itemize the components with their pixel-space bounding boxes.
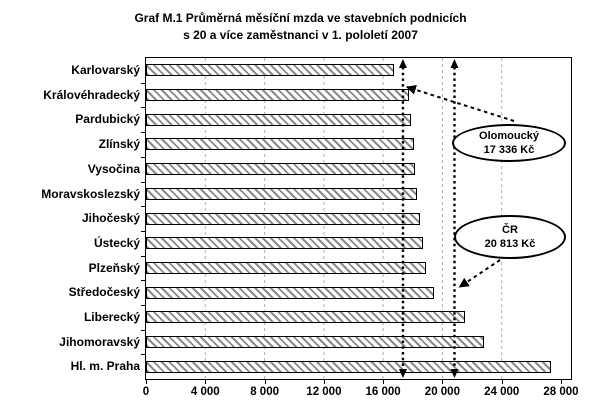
- chart-title: [0, 10, 601, 44]
- bar-Pardubický: [146, 114, 411, 126]
- category-label: Moravskoslezský: [41, 186, 140, 201]
- category-label: Jihomoravský: [59, 334, 140, 349]
- chart-title-line1: Graf M.1 Průměrná měsíční mzda ve stavebních podnicích: [134, 11, 467, 25]
- callout-ellipse-cr: [454, 215, 566, 259]
- x-tick: [146, 380, 147, 384]
- y-tick: [141, 280, 146, 281]
- callout-cr-value: 20 813 Kč: [484, 238, 536, 250]
- bar-Zlínský: [146, 138, 414, 150]
- category-label: Jihočeský: [81, 211, 140, 226]
- x-tick: [442, 380, 443, 384]
- y-tick: [141, 157, 146, 158]
- x-tick-label: 4 000: [190, 386, 220, 398]
- category-label: Karlovarský: [71, 63, 140, 77]
- bar-Liberecký: [146, 311, 465, 323]
- category-label: Pardubický: [75, 112, 140, 127]
- bar-Vysočina: [146, 163, 415, 175]
- y-tick: [141, 354, 146, 355]
- category-label: Středočeský: [68, 285, 140, 300]
- x-tick-label: 28 000: [543, 386, 579, 398]
- category-label: Ústecký: [93, 235, 140, 250]
- y-tick: [141, 206, 146, 207]
- x-tick: [205, 380, 206, 384]
- callout-olomoucky-value: 17 336 Kč: [483, 144, 535, 156]
- bar-Moravskoslezský: [146, 188, 417, 200]
- x-tick: [265, 380, 266, 384]
- bar-Jihomoravský: [146, 336, 484, 348]
- category-label: Zlínský: [98, 137, 140, 152]
- x-tick: [502, 380, 503, 384]
- callout-cr-label: ČR: [502, 224, 518, 236]
- x-tick-label: 12 000: [306, 386, 342, 398]
- y-tick: [141, 132, 146, 133]
- category-label: Hl. m. Praha: [70, 359, 140, 374]
- x-tick-label: 24 000: [484, 386, 520, 398]
- y-tick: [141, 182, 146, 183]
- callout-ellipse-olomoucky: [452, 124, 566, 162]
- bar-Jihočeský: [146, 213, 420, 225]
- callout-olomoucky-label: Olomoucký: [479, 130, 539, 142]
- x-tick-label: 20 000: [424, 386, 460, 398]
- bar-Středočeský: [146, 287, 434, 299]
- bar-Královéhradecký: [146, 89, 409, 101]
- category-label: Liberecký: [83, 309, 140, 324]
- bar-Ústecký: [146, 237, 423, 249]
- x-tick-label: 16 000: [365, 386, 401, 398]
- x-tick: [324, 380, 325, 384]
- x-tick: [383, 380, 384, 384]
- y-tick: [141, 231, 146, 232]
- bar-Hl. m. Praha: [146, 361, 551, 373]
- x-tick-label: 0: [142, 386, 150, 398]
- y-tick: [141, 107, 146, 108]
- y-tick: [141, 256, 146, 257]
- bar-Karlovarský: [146, 64, 394, 76]
- x-tick: [561, 380, 562, 384]
- y-tick: [141, 83, 146, 84]
- x-tick-label: 8 000: [250, 386, 279, 398]
- y-tick: [141, 305, 146, 306]
- chart-title-line2: s 20 a více zaměstnanci v 1. pololetí 2007: [183, 28, 418, 42]
- bar-Plzeňský: [146, 262, 426, 274]
- y-tick: [141, 330, 146, 331]
- category-label: Plzeňský: [88, 260, 140, 275]
- category-label: Vysočina: [87, 161, 140, 176]
- category-label: Královéhradecký: [43, 87, 140, 102]
